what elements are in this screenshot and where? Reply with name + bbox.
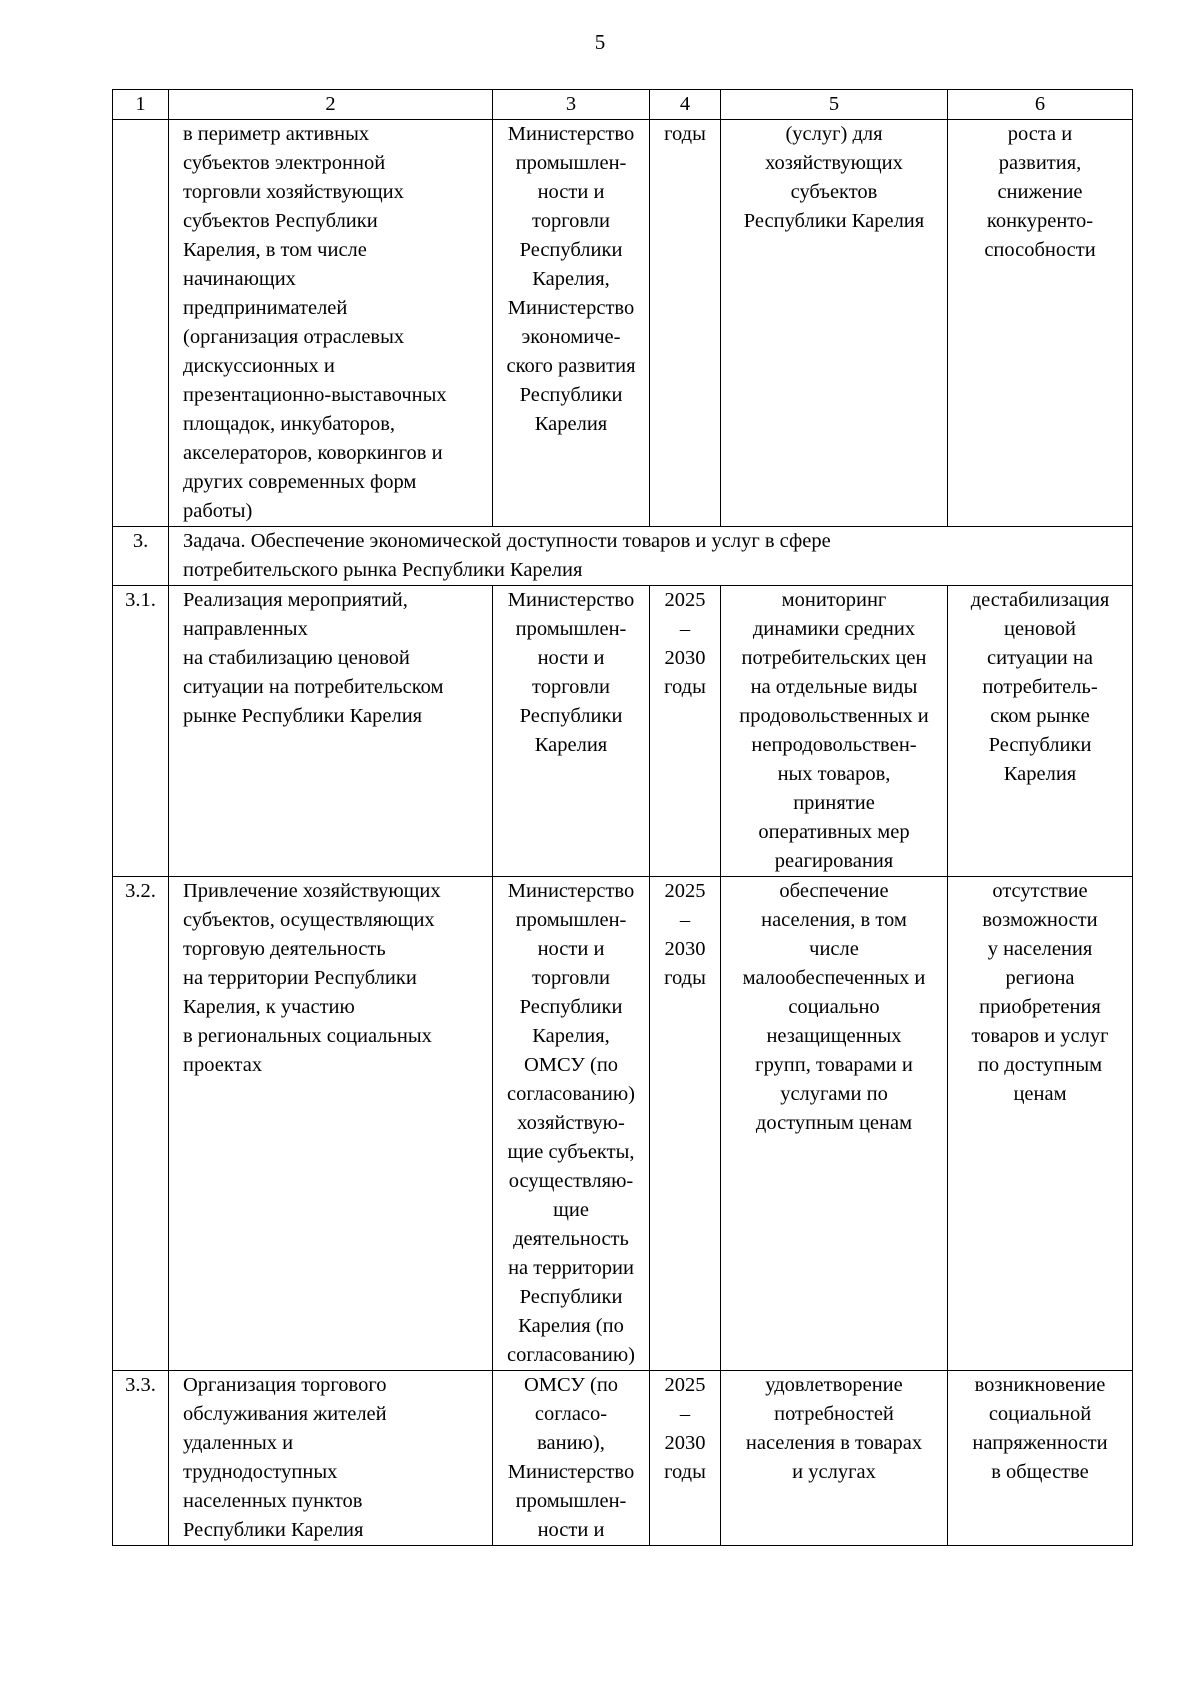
text-line: реагирования bbox=[774, 850, 894, 872]
text-line: 2025 bbox=[664, 589, 706, 611]
text-line: ности и bbox=[537, 647, 605, 669]
text-line: обслуживания жителей bbox=[183, 1403, 387, 1425]
text-line: на территории bbox=[508, 1257, 634, 1279]
text-line: Республики bbox=[519, 1286, 623, 1308]
row-number bbox=[113, 877, 169, 1371]
text-line: отсутствие bbox=[992, 880, 1088, 902]
table-row bbox=[113, 877, 1133, 1371]
text-line: хозяйствую- bbox=[517, 1112, 625, 1134]
text-line: Карелия (по bbox=[518, 1315, 624, 1337]
task-row bbox=[113, 527, 1133, 586]
text-line: согласованию) bbox=[507, 1344, 635, 1366]
text-line: проектах bbox=[183, 1054, 263, 1076]
text-line: оперативных мер bbox=[758, 821, 910, 843]
task-number: 3. bbox=[113, 527, 169, 586]
text-line: торговли bbox=[532, 210, 610, 232]
text-line: презентационно-выставочных bbox=[183, 384, 447, 406]
activity-cell bbox=[169, 120, 493, 527]
text-line: в региональных социальных bbox=[183, 1025, 432, 1047]
text-line: потребностей bbox=[774, 1403, 894, 1425]
plan-table bbox=[112, 89, 1133, 1546]
activity-cell bbox=[169, 877, 493, 1371]
activity-cell bbox=[169, 586, 493, 877]
text-line: Республики Карелия bbox=[743, 210, 925, 232]
row-number bbox=[113, 1371, 169, 1546]
period-cell bbox=[650, 1371, 721, 1546]
text-line: деятельность bbox=[513, 1228, 629, 1250]
consequence-cell bbox=[948, 1371, 1133, 1546]
text-line: продовольственных и bbox=[739, 705, 929, 727]
activity-cell bbox=[169, 1371, 493, 1546]
text-line: акселераторов, коворкингов и bbox=[183, 442, 443, 464]
text-line: годы bbox=[664, 967, 706, 989]
text-line: Карелия bbox=[534, 734, 608, 756]
text-line: Министерство bbox=[507, 880, 635, 902]
text-line: промышлен- bbox=[515, 152, 627, 174]
text-line: 3.2. bbox=[125, 880, 156, 902]
text-line: субъектов электронной bbox=[183, 152, 386, 174]
text-line: направленных bbox=[183, 618, 308, 640]
header-col-1: 1 bbox=[113, 90, 169, 120]
text-line: торговли bbox=[532, 676, 610, 698]
text-line: Реализация мероприятий, bbox=[183, 589, 408, 611]
text-line: годы bbox=[664, 1461, 706, 1483]
row-number bbox=[113, 120, 169, 527]
text-line: годы bbox=[664, 123, 706, 145]
consequence-cell bbox=[948, 877, 1133, 1371]
text-line: ском рынке bbox=[990, 705, 1090, 727]
text-line: Республики bbox=[519, 239, 623, 261]
text-line: социально bbox=[788, 996, 880, 1018]
text-line: в обществе bbox=[991, 1461, 1089, 1483]
text-line: ности и bbox=[537, 938, 605, 960]
text-line: ности и bbox=[537, 1519, 605, 1541]
text-line: непродовольствен- bbox=[751, 734, 917, 756]
text-line: потребительского рынка Республики Карелия bbox=[183, 559, 583, 581]
text-line: Республики bbox=[519, 384, 623, 406]
period-cell bbox=[650, 586, 721, 877]
text-line: развития, bbox=[998, 152, 1082, 174]
text-line: субъектов Республики bbox=[183, 210, 378, 232]
text-line: незащищенных bbox=[766, 1025, 902, 1047]
text-line: Карелия, bbox=[532, 268, 610, 290]
text-line: удовлетворение bbox=[765, 1374, 903, 1396]
text-line: согласованию) bbox=[507, 1083, 635, 1105]
result-cell bbox=[721, 120, 948, 527]
text-line: щие субъекты, bbox=[507, 1141, 635, 1163]
text-line: по доступным bbox=[977, 1054, 1103, 1076]
text-line: напряженности bbox=[972, 1432, 1108, 1454]
text-line: в периметр активных bbox=[183, 123, 370, 145]
text-line: 2025 bbox=[664, 1374, 706, 1396]
header-col-4: 4 bbox=[650, 90, 721, 120]
text-line: динамики средних bbox=[752, 618, 916, 640]
text-line: предпринимателей bbox=[183, 297, 348, 319]
task-text bbox=[169, 527, 1133, 586]
responsible-cell bbox=[493, 120, 650, 527]
text-line: конкуренто- bbox=[986, 210, 1094, 232]
consequence-cell bbox=[948, 120, 1133, 527]
text-line: ценам bbox=[1013, 1083, 1067, 1105]
text-line: роста и bbox=[1007, 123, 1073, 145]
text-line: Карелия bbox=[1003, 763, 1077, 785]
text-line: ситуации на потребительском bbox=[183, 676, 444, 698]
text-line: услугами по bbox=[780, 1083, 888, 1105]
text-line: согласо- bbox=[534, 1403, 608, 1425]
text-line: приобретения bbox=[979, 996, 1101, 1018]
text-line: Министерство bbox=[507, 123, 635, 145]
header-col-3: 3 bbox=[493, 90, 650, 120]
text-line: 2025 bbox=[664, 880, 706, 902]
header-col-2: 2 bbox=[169, 90, 493, 120]
text-line: Карелия, в том числе bbox=[183, 239, 367, 261]
text-line: ности и bbox=[537, 181, 605, 203]
text-line: ОМСУ (по bbox=[523, 1374, 619, 1396]
responsible-cell bbox=[493, 877, 650, 1371]
text-line: дискуссионных и bbox=[183, 355, 335, 377]
text-line: (услуг) для bbox=[785, 123, 883, 145]
text-line: начинающих bbox=[183, 268, 296, 290]
page-number: 5 bbox=[594, 30, 606, 54]
text-line: и услугах bbox=[792, 1461, 876, 1483]
text-line: потребитель- bbox=[982, 676, 1098, 698]
text-line: Задача. Обеспечение экономической доступности товаров и услуг в сфере bbox=[183, 530, 831, 552]
text-line: малообеспеченных и bbox=[742, 967, 926, 989]
consequence-cell bbox=[948, 586, 1133, 877]
text-line: принятие bbox=[793, 792, 875, 814]
text-line: ОМСУ (по bbox=[523, 1054, 619, 1076]
text-line: у населения bbox=[987, 938, 1093, 960]
text-line: доступным ценам bbox=[755, 1112, 913, 1134]
text-line: Карелия bbox=[534, 413, 608, 435]
table-row bbox=[113, 1371, 1133, 1546]
text-line: Министерство bbox=[507, 1461, 635, 1483]
text-line: на территории Республики bbox=[183, 967, 417, 989]
text-line: региона bbox=[1005, 967, 1075, 989]
text-line: дестабилизация bbox=[970, 589, 1110, 611]
result-cell bbox=[721, 877, 948, 1371]
period-cell bbox=[650, 120, 721, 527]
text-line: субъектов bbox=[790, 181, 878, 203]
text-line: годы bbox=[664, 676, 706, 698]
text-line: 2030 bbox=[664, 938, 706, 960]
text-line: возможности bbox=[982, 909, 1098, 931]
text-line: 3.1. bbox=[125, 589, 156, 611]
header-col-6: 6 bbox=[948, 90, 1133, 120]
text-line: потребительских цен bbox=[741, 647, 927, 669]
text-line: снижение bbox=[997, 181, 1083, 203]
text-line: других современных форм bbox=[183, 471, 417, 493]
text-line: осуществляю- bbox=[508, 1170, 634, 1192]
text-line: промышлен- bbox=[515, 1490, 627, 1512]
text-line: Министерство bbox=[507, 297, 635, 319]
text-line: 2030 bbox=[664, 1432, 706, 1454]
text-line: торговую деятельность bbox=[183, 938, 386, 960]
text-line: ванию), bbox=[537, 1432, 605, 1454]
text-line: ского развития bbox=[506, 355, 636, 377]
text-line: (организация отраслевых bbox=[183, 326, 405, 348]
text-line: – bbox=[679, 1403, 691, 1425]
text-line: 3.3. bbox=[125, 1374, 156, 1396]
text-line: Карелия, bbox=[532, 1025, 610, 1047]
text-line: 2030 bbox=[664, 647, 706, 669]
text-line: ценовой bbox=[1003, 618, 1077, 640]
text-line: Организация торгового bbox=[183, 1374, 387, 1396]
responsible-cell bbox=[493, 1371, 650, 1546]
text-line: Республики bbox=[988, 734, 1092, 756]
text-line: товаров и услуг bbox=[971, 1025, 1109, 1047]
text-line: населения в товарах bbox=[745, 1432, 923, 1454]
text-line: работы) bbox=[183, 500, 253, 522]
text-line: – bbox=[679, 618, 691, 640]
text-line: возникновение bbox=[974, 1374, 1106, 1396]
text-line: щие bbox=[553, 1199, 589, 1221]
text-line: способности bbox=[984, 239, 1096, 261]
text-line: Карелия, к участию bbox=[183, 996, 355, 1018]
text-line: населения, в том bbox=[761, 909, 907, 931]
text-line: площадок, инкубаторов, bbox=[183, 413, 396, 435]
period-cell bbox=[650, 877, 721, 1371]
text-line: Республики bbox=[519, 705, 623, 727]
table-header-row bbox=[113, 90, 1133, 120]
text-line: населенных пунктов bbox=[183, 1490, 363, 1512]
header-col-5: 5 bbox=[721, 90, 948, 120]
text-line: групп, товарами и bbox=[755, 1054, 913, 1076]
text-line: Республики bbox=[519, 996, 623, 1018]
text-line: ситуации на bbox=[987, 647, 1093, 669]
text-line: на стабилизацию ценовой bbox=[183, 647, 410, 669]
text-line: промышлен- bbox=[515, 909, 627, 931]
table-row bbox=[113, 586, 1133, 877]
text-line: хозяйствующих bbox=[765, 152, 903, 174]
text-line: на отдельные виды bbox=[750, 676, 918, 698]
result-cell bbox=[721, 586, 948, 877]
text-line: торговли bbox=[532, 967, 610, 989]
table-row bbox=[113, 120, 1133, 527]
text-line: ных товаров, bbox=[777, 763, 891, 785]
text-line: промышлен- bbox=[515, 618, 627, 640]
text-line: Министерство bbox=[507, 589, 635, 611]
result-cell bbox=[721, 1371, 948, 1546]
text-line: Привлечение хозяйствующих bbox=[183, 880, 441, 902]
responsible-cell bbox=[493, 586, 650, 877]
text-line: удаленных и bbox=[183, 1432, 294, 1454]
text-line: Республики Карелия bbox=[183, 1519, 364, 1541]
text-line: числе bbox=[809, 938, 859, 960]
text-line: социальной bbox=[988, 1403, 1092, 1425]
text-line: экономиче- bbox=[521, 326, 621, 348]
text-line: рынке Республики Карелия bbox=[183, 705, 423, 727]
text-line: труднодоступных bbox=[183, 1461, 338, 1483]
text-line: – bbox=[679, 909, 691, 931]
row-number bbox=[113, 586, 169, 877]
text-line: торговли хозяйствующих bbox=[183, 181, 404, 203]
text-line: мониторинг bbox=[781, 589, 887, 611]
text-line: субъектов, осуществляющих bbox=[183, 909, 435, 931]
text-line: обеспечение bbox=[779, 880, 889, 902]
